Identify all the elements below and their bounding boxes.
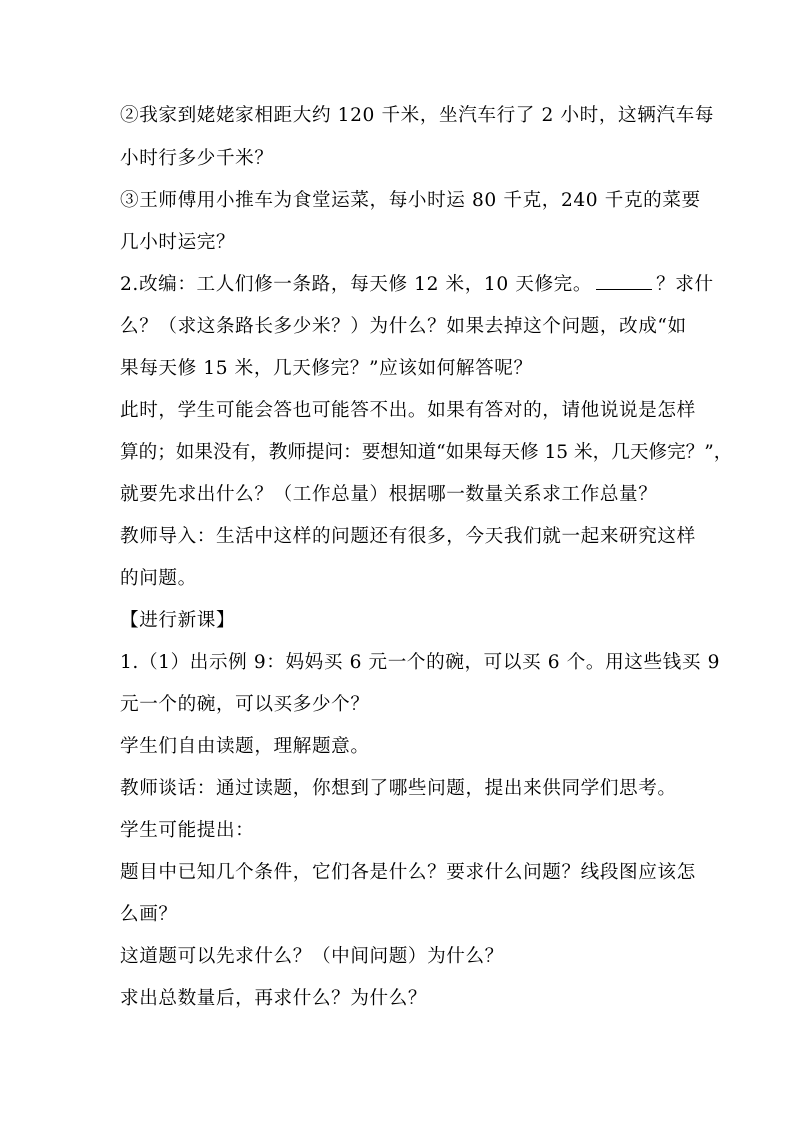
text-segment: ？求什 (656, 274, 714, 295)
text-line: 就要先求出什么？（工作总量）根据哪一数量关系求工作总量？ (120, 484, 658, 505)
text-line: ②我家到姥姥家相距大约 120 千米，坐汽车行了 2 小时，这辆汽车每 (120, 105, 714, 126)
text-line: 学生可能提出： (120, 820, 255, 841)
text-line: 算的；如果没有，教师提问：要想知道“如果每天修 15 米，几天修完？”， (120, 442, 733, 463)
text-line: 学生们自由读题，理解题意。 (120, 736, 370, 757)
text-line-with-blank (120, 273, 714, 297)
text-line: 的问题。 (120, 568, 197, 589)
text-line: 果每天修 15 米，几天修完？”应该如何解答呢？ (120, 358, 533, 379)
text-line: 么？（求这条路长多少米？）为什么？如果去掉这个问题，改成“如 (120, 316, 687, 337)
text-line: 小时行多少千米？ (120, 148, 274, 169)
text-line: 几小时运完？ (120, 232, 236, 253)
text-line: 题目中已知几个条件，它们各是什么？要求什么问题？线段图应该怎 (120, 862, 696, 883)
text-line: 这道题可以先求什么？（中间问题）为什么？ (120, 946, 504, 967)
text-line: 教师导入：生活中这样的问题还有很多，今天我们就一起来研究这样 (120, 526, 696, 547)
text-line: 1.（1）出示例 9：妈妈买 6 元一个的碗，可以买 6 个。用这些钱买 9 (120, 652, 720, 673)
text-line: 教师谈话：通过读题，你想到了哪些问题，提出来供同学们思考。 (120, 778, 677, 799)
text-line: 此时，学生可能会答也可能答不出。如果有答对的，请他说说是怎样 (120, 400, 696, 421)
answer-blank[interactable] (596, 275, 652, 290)
section-heading: 【进行新课】 (120, 610, 236, 631)
text-line: ③王师傅用小推车为食堂运菜，每小时运 80 千克，240 千克的菜要 (120, 190, 701, 211)
text-line: 元一个的碗，可以买多少个？ (120, 694, 370, 715)
text-segment: 2.改编：工人们修一条路，每天修 12 米，10 天修完。 (120, 274, 593, 295)
text-line: 么画？ (120, 904, 178, 925)
text-line: 求出总数量后，再求什么？为什么？ (120, 988, 428, 1009)
